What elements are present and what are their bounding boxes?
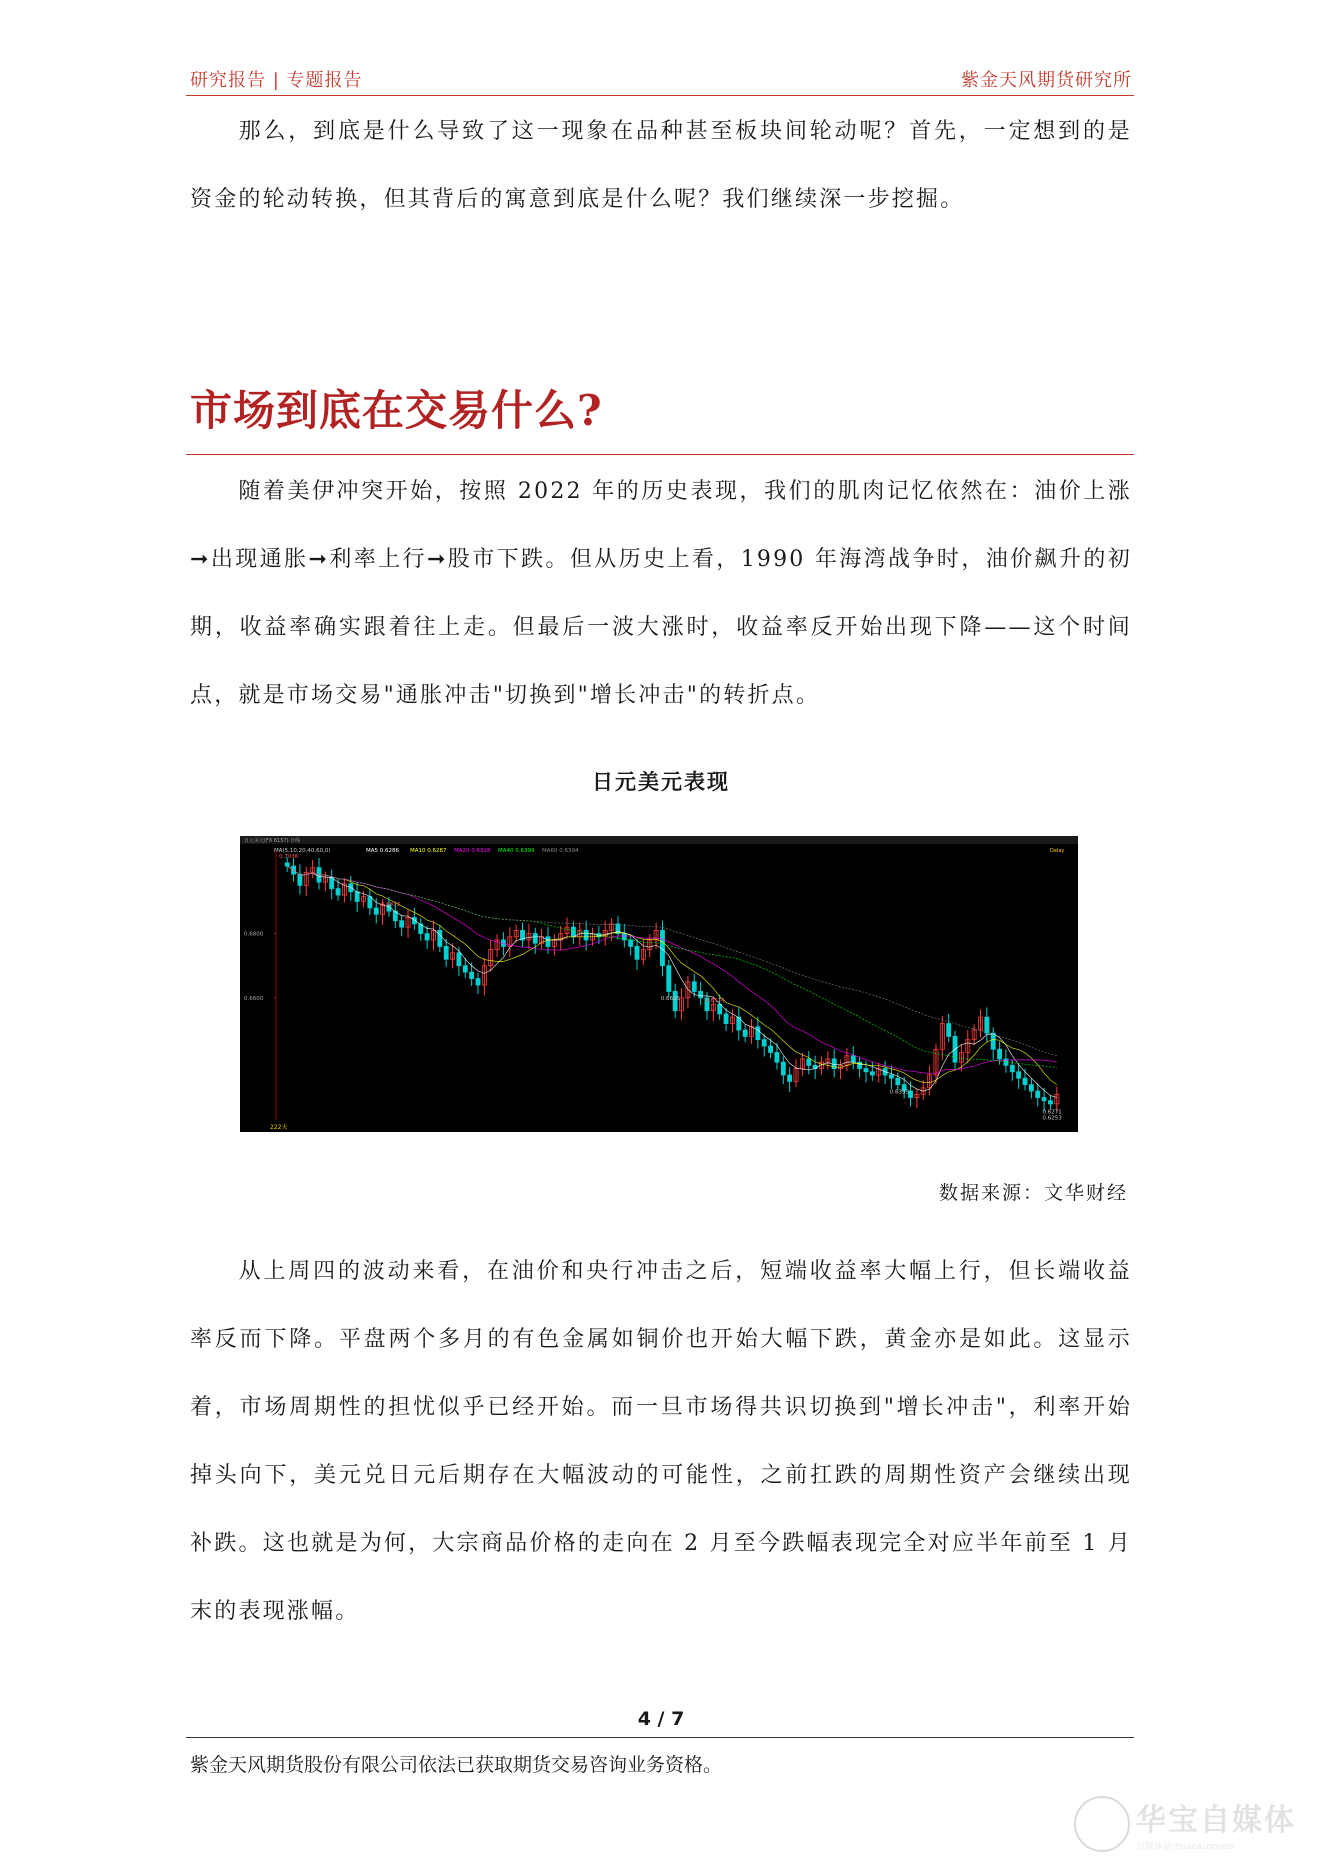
paragraph-1 — [190, 458, 1132, 730]
candle-body — [571, 927, 575, 937]
candle-body — [463, 966, 467, 972]
candle-body — [425, 934, 429, 940]
candle-body — [374, 908, 378, 914]
ma-legend-ma40: MA40 0.6399 — [498, 848, 535, 854]
candle-body — [775, 1053, 779, 1063]
footer-divider — [186, 1737, 1134, 1738]
intro-paragraph — [190, 98, 1132, 234]
candle-body — [285, 863, 289, 866]
candle-body — [635, 946, 639, 959]
page-number: 4 / 7 — [637, 1708, 685, 1730]
candle-body — [947, 1024, 951, 1037]
watermark — [1074, 1795, 1296, 1852]
price-annotation: 0.6333 — [889, 1089, 910, 1096]
watermark-logo-icon — [1074, 1796, 1130, 1852]
chart-container — [240, 836, 1078, 1132]
candle-body — [807, 1059, 811, 1065]
ma-legend-ma5: MA5 0.6286 — [366, 848, 399, 854]
ma40-line — [287, 866, 1057, 1068]
price-annotation: 0.6253 — [1042, 1115, 1062, 1122]
candle-body — [584, 930, 588, 940]
candle-body — [743, 1030, 747, 1036]
price-annotation: 0.7036 — [279, 854, 299, 860]
candle-body — [769, 1046, 773, 1052]
candle-body — [864, 1069, 868, 1072]
candle-body — [870, 1072, 874, 1075]
candle-body — [1023, 1078, 1027, 1084]
candle-body — [667, 966, 671, 992]
price-annotation: 0.6873 — [380, 902, 401, 909]
chart-corner-label: Delay — [1050, 848, 1065, 854]
candle-body — [533, 934, 537, 944]
candle-body — [756, 1027, 760, 1040]
paragraph-2-text: 从上周四的波动来看，在油价和央行冲击之后，短端收益率大幅上行，但长端收益率反而下降。平盘两个多月的有色金属如铜价也开始大幅下跌，黄金亦是如此。这显示着，市场周期性的担忧似乎已经开始。而一旦市场得共识切换到"增长冲击"，利率开始掉头向下，美元兑日元后期存在大幅波动的可能性，之前扛跌的周期性资产会继续出现补跌。这也就是为何，大宗商品价格的走向在 2 月至今跌幅表现完全对应半年前至 1 月末的表现涨幅。 — [190, 1259, 1132, 1624]
ma10-line — [287, 866, 1057, 1085]
price-annotation: 0.6625 — [660, 995, 681, 1002]
data-source: 数据来源：文华财经 — [938, 1182, 1128, 1204]
candle-body — [718, 1004, 722, 1014]
ma5-line — [287, 866, 1057, 1097]
candle-body — [762, 1040, 766, 1046]
candle-body — [476, 979, 480, 985]
candle-body — [998, 1049, 1002, 1059]
candle-body — [908, 1091, 912, 1097]
chart-topbar — [240, 836, 1078, 844]
chart-topbar-label: 日元美元(FX 6157) 日线 — [244, 838, 301, 844]
price-annotation: 0.6574 — [705, 998, 725, 1005]
watermark-sub: 自媒体站·huacaizimeiti — [1136, 1842, 1235, 1852]
candle-body — [355, 892, 359, 902]
y-tick-label: 0.6600 — [244, 995, 264, 1002]
y-tick-label: 0.6800 — [244, 931, 264, 938]
ma-legend-ma10: MA10 0.6287 — [410, 848, 447, 854]
candle-body — [991, 1033, 995, 1049]
candle-body — [985, 1017, 989, 1033]
candle-body — [1010, 1065, 1014, 1071]
paragraph-2 — [190, 1238, 1132, 1646]
footer-disclaimer: 紫金天风期货股份有限公司依法已获取期货交易咨询业务资格。 — [190, 1754, 723, 1776]
paragraph-1-text: 随着美伊冲突开始，按照 2022 年的历史表现，我们的肌肉记忆依然在：油价上涨➞出现通胀➞利率上行➞股市下跌。但从历史上看，1990 年海湾战争时，油价飙升的初期，收益率确实跟着往上走。但最后一波大涨时，收益率反开始出现下降——这个时间点，就是市场交易"通胀冲击"切换到"增长冲击"的转折点。 — [190, 479, 1132, 708]
candle-body — [1017, 1072, 1021, 1078]
section-divider — [186, 454, 1134, 455]
figure-title: 日元美元表现 — [592, 769, 730, 794]
intro-paragraph-text: 那么，到底是什么导致了这一现象在品种甚至板块间轮动呢？首先，一定想到的是资金的轮动转换，但其背后的寓意到底是什么呢？我们继续深一步挖掘。 — [190, 119, 1132, 212]
candle-body — [889, 1075, 893, 1078]
candle-body — [724, 1014, 728, 1024]
candle-body — [349, 884, 353, 892]
candle-body — [629, 940, 633, 946]
header-left: 研究报告 | 专题报告 — [190, 70, 363, 91]
ma-legend-label: MA(5,10,20,40,60,0) — [274, 848, 331, 854]
candle-body — [788, 1075, 792, 1081]
candle-body — [336, 889, 340, 895]
candle-body — [896, 1078, 900, 1084]
ma20-line — [287, 866, 1057, 1074]
candle-body — [298, 874, 302, 885]
candle-body — [1048, 1101, 1052, 1104]
candle-body — [692, 982, 696, 992]
candle-body — [699, 991, 703, 997]
candle-body — [470, 972, 474, 978]
candle-body — [851, 1056, 855, 1062]
chart-bottom-label: 222天 — [270, 1124, 288, 1131]
candle-body — [546, 937, 550, 947]
candle-body — [781, 1062, 785, 1075]
header-right: 紫金天风期货研究所 — [961, 70, 1132, 91]
ma-legend-ma20: MA20 0.6328 — [454, 848, 491, 854]
candlestick-chart — [240, 836, 1078, 1132]
ma-legend-ma60: MA60 0.6394 — [542, 848, 579, 854]
watermark-text: 华宝自媒体 — [1136, 1803, 1296, 1838]
candle-body — [1036, 1091, 1040, 1097]
header-divider — [186, 95, 1134, 96]
candle-body — [444, 946, 448, 959]
candle-body — [457, 953, 461, 966]
section-title: 市场到底在交易什么? — [190, 386, 603, 435]
candle-body — [400, 921, 404, 927]
price-annotation: 0.6271 — [1042, 1109, 1062, 1116]
candle-body — [1042, 1098, 1046, 1101]
candle-body — [368, 897, 372, 908]
candle-body — [438, 930, 442, 946]
candle-body — [1029, 1085, 1033, 1091]
